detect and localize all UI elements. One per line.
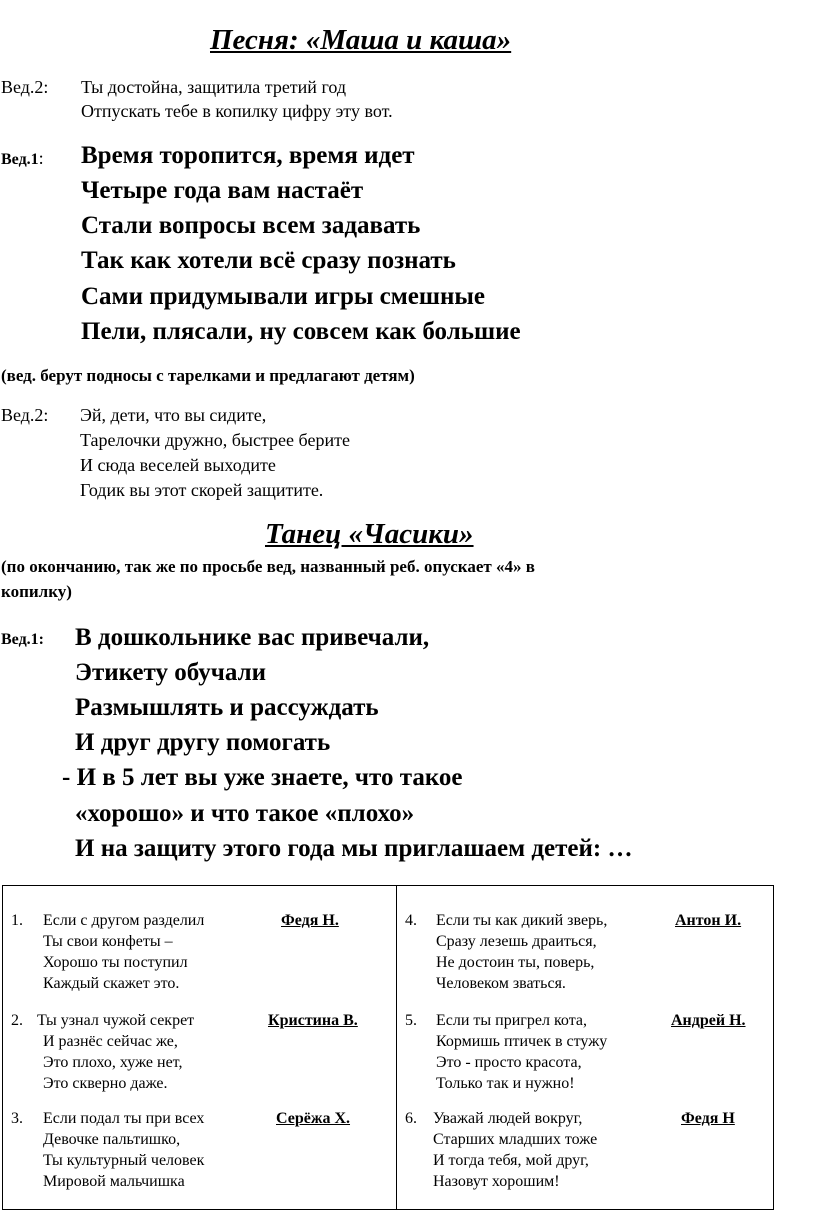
stage-direction: (вед. берут подносы с тарелками и предлагают детям) xyxy=(1,366,415,385)
speaker-colon: : xyxy=(38,148,44,168)
speaker-label xyxy=(1,148,44,169)
verse-line: Тарелочки дружно, быстрее берите xyxy=(80,430,350,450)
poem-line: Если с другом разделил xyxy=(43,912,205,929)
song-title: Песня: «Маша и каша» xyxy=(210,24,512,56)
child-name: Серёжа Х. xyxy=(276,1110,351,1127)
poem-line: Старших младших тоже xyxy=(433,1131,598,1148)
poem-line: И разнёс сейчас же, xyxy=(43,1033,178,1050)
column-divider xyxy=(396,886,397,1209)
verse-line-bold: Так как хотели всё сразу познать xyxy=(81,247,456,274)
poem-line: Назовут хорошим! xyxy=(433,1173,560,1190)
child-name: Андрей Н. xyxy=(671,1012,746,1029)
verse-line: Отпускать тебе в копилку цифру эту вот. xyxy=(81,101,393,121)
poem-line: Не достоин ты, поверь, xyxy=(436,954,595,971)
poem-cell xyxy=(405,1108,770,1198)
poem-number: 6. xyxy=(405,1110,417,1127)
verse-line-bold: Четыре года вам настаёт xyxy=(81,177,364,204)
poem-line: Ты культурный человек xyxy=(43,1152,205,1169)
speaker-label: Вед.2: xyxy=(1,405,49,425)
poem-cell xyxy=(11,1108,391,1198)
speaker-name: Вед.1 xyxy=(1,151,39,168)
poem-number: 5. xyxy=(405,1012,417,1029)
poem-number: 4. xyxy=(405,912,417,929)
verse-line: Ты достойна, защитила третий год xyxy=(81,77,347,97)
verse-line-bold: И друг другу помогать xyxy=(75,729,331,756)
child-name: Федя Н xyxy=(681,1110,735,1127)
poem-line: Только так и нужно! xyxy=(436,1075,575,1092)
verse-line-bold: И на защиту этого года мы приглашаем детей: … xyxy=(75,835,633,862)
poem-cell xyxy=(11,910,391,1000)
poem-line: Это скверно даже. xyxy=(43,1075,168,1092)
verse-line-bold: В дошкольнике вас привечали, xyxy=(75,624,430,651)
poem-line: Уважай людей вокруг, xyxy=(433,1110,583,1127)
poem-line: Это - просто красота, xyxy=(436,1054,582,1071)
poem-cell xyxy=(405,910,770,1000)
poem-line: Кормишь птичек в стужу xyxy=(436,1033,608,1050)
verse-line: Годик вы этот скорей защитите. xyxy=(80,480,324,500)
child-name: Антон И. xyxy=(675,912,742,929)
poem-line: Если ты как дикий зверь, xyxy=(436,912,608,929)
verse-line-bold: Этикету обучали xyxy=(75,659,267,686)
verse-line-bold: Время торопится, время идет xyxy=(81,142,415,169)
child-name: Федя Н. xyxy=(281,912,339,929)
verse-line: И сюда веселей выходите xyxy=(80,455,276,475)
stage-direction: (по окончанию, так же по просьбе вед, названный реб. опускает «4» в xyxy=(1,557,535,576)
child-name: Кристина В. xyxy=(268,1012,358,1029)
poem-line: Хорошо ты поступил xyxy=(43,954,188,971)
poem-line: Если подал ты при всех xyxy=(43,1110,205,1127)
speaker-label: Вед.2: xyxy=(1,77,49,97)
poem-number: 2. xyxy=(11,1012,23,1029)
poem-line: Мировой мальчишка xyxy=(43,1173,185,1190)
verse-line-bold: - И в 5 лет вы уже знаете, что такое xyxy=(62,764,463,791)
poem-number: 1. xyxy=(11,912,23,929)
poem-line: Это плохо, хуже нет, xyxy=(43,1054,183,1071)
poem-line: И тогда тебя, мой друг, xyxy=(433,1152,589,1169)
poem-line: Человеком зваться. xyxy=(436,975,566,992)
poem-line: Каждый скажет это. xyxy=(43,975,180,992)
poem-line: Девочке пальтишко, xyxy=(43,1131,181,1148)
verse-line-bold: Размышлять и рассуждать xyxy=(75,694,379,721)
poem-line: Если ты пригрел кота, xyxy=(436,1012,587,1029)
verse-line-bold: Сами придумывали игры смешные xyxy=(81,283,485,310)
poem-cell xyxy=(405,1010,770,1100)
verse-line-bold: Стали вопросы всем задавать xyxy=(81,212,421,239)
verse-line: Эй, дети, что вы сидите, xyxy=(80,405,267,425)
dance-title: Танец «Часики» xyxy=(265,518,474,550)
verse-line-bold: «хорошо» и что такое «плохо» xyxy=(75,800,415,827)
speaker-label: Вед.1: xyxy=(1,631,44,648)
stage-direction: копилку) xyxy=(1,582,72,601)
poem-line: Сразу лезешь драиться, xyxy=(436,933,597,950)
poems-table xyxy=(2,885,774,1210)
verse-line-bold: Пели, плясали, ну совсем как большие xyxy=(81,318,521,345)
poem-line: Ты свои конфеты – xyxy=(43,933,173,950)
poem-cell xyxy=(11,1010,391,1100)
poem-line: Ты узнал чужой секрет xyxy=(37,1012,195,1029)
poem-number: 3. xyxy=(11,1110,23,1127)
